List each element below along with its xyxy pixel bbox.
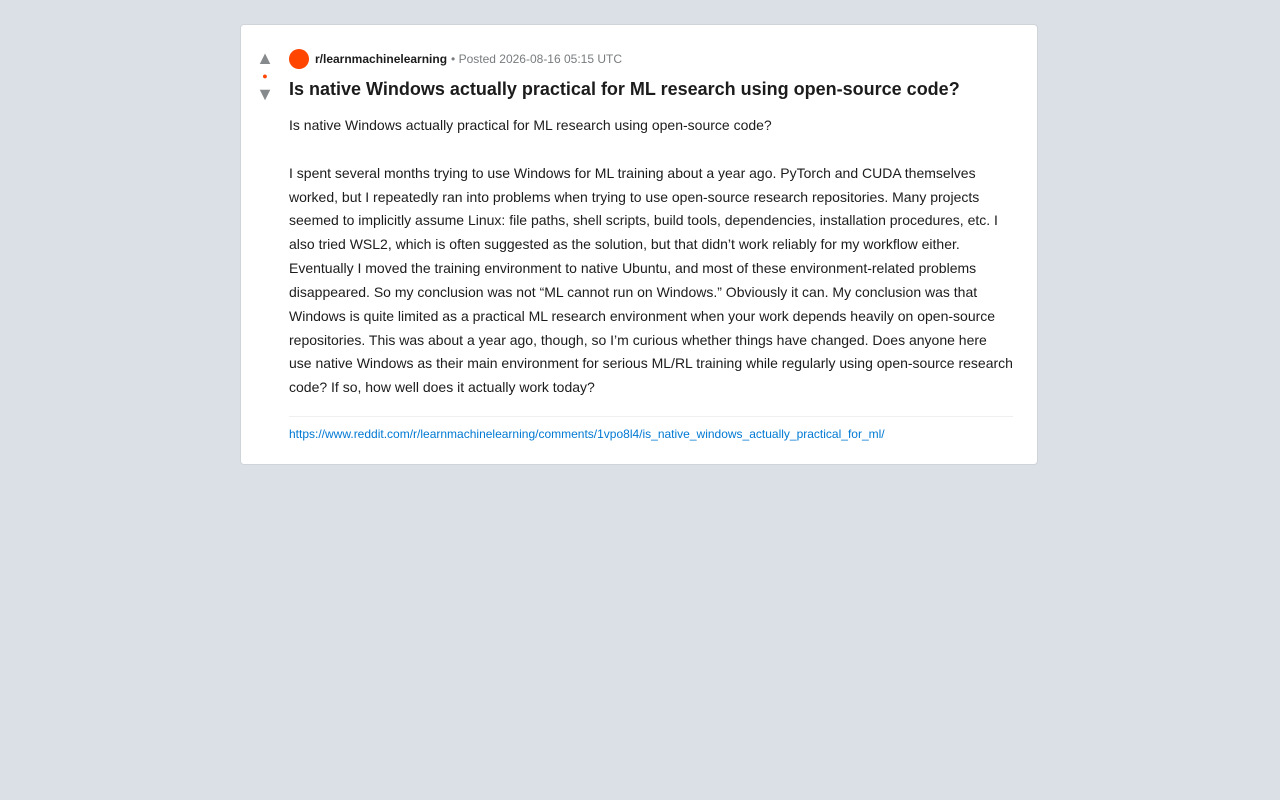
subreddit-link[interactable]: r/learnmachinelearning [315,52,448,66]
subreddit-icon[interactable] [289,49,309,69]
downvote-arrow-icon[interactable]: ▼ [256,84,274,104]
divider [289,416,1013,417]
post-card [240,24,1038,465]
post-body: Is native Windows actually practical for ML research using open-source code? I spent several months trying to use Windows for ML training about a year ago. PyTorch and CUDA themselves worked, but I repeatedly ran into problems when trying to use open-source research repositories. Many projects seemed to implicitly assume Linux: file paths, shell scripts, build tools, dependencies, installation procedures, etc. I also tried WSL2, which is often suggested as the solution, but that didn’t work reliably for my workflow either. Eventually I moved the training environment to native Ubuntu, and most of these environment-related problems disappeared. So my conclusion was not “ML cannot run on Windows.” Obviously it can. My conclusion was that Windows is quite limited as a practical ML research environment when your work depends heavily on open-source repositories. This was about a year ago, though, so I’m curious whether things have changed. Does anyone here use native Windows as their main environment for serious ML/RL training while regularly using open-source research code? If so, how well does it actually work today? [289,117,1013,396]
post-title[interactable]: Is native Windows actually practical for ML research using open-source code? [289,79,960,99]
score-indicator: ● [262,71,268,81]
post-url-link[interactable]: https://www.reddit.com/r/learnmachinelearning/comments/1vpo8l4/is_native_windows_actually_practical_for_ml/ [289,427,885,442]
upvote-arrow-icon[interactable]: ▲ [256,48,274,68]
post-content [289,49,1013,442]
posted-timestamp: • Posted 2026-08-16 05:15 UTC [451,52,623,66]
vote-column [241,49,289,442]
post-meta [289,49,1013,69]
